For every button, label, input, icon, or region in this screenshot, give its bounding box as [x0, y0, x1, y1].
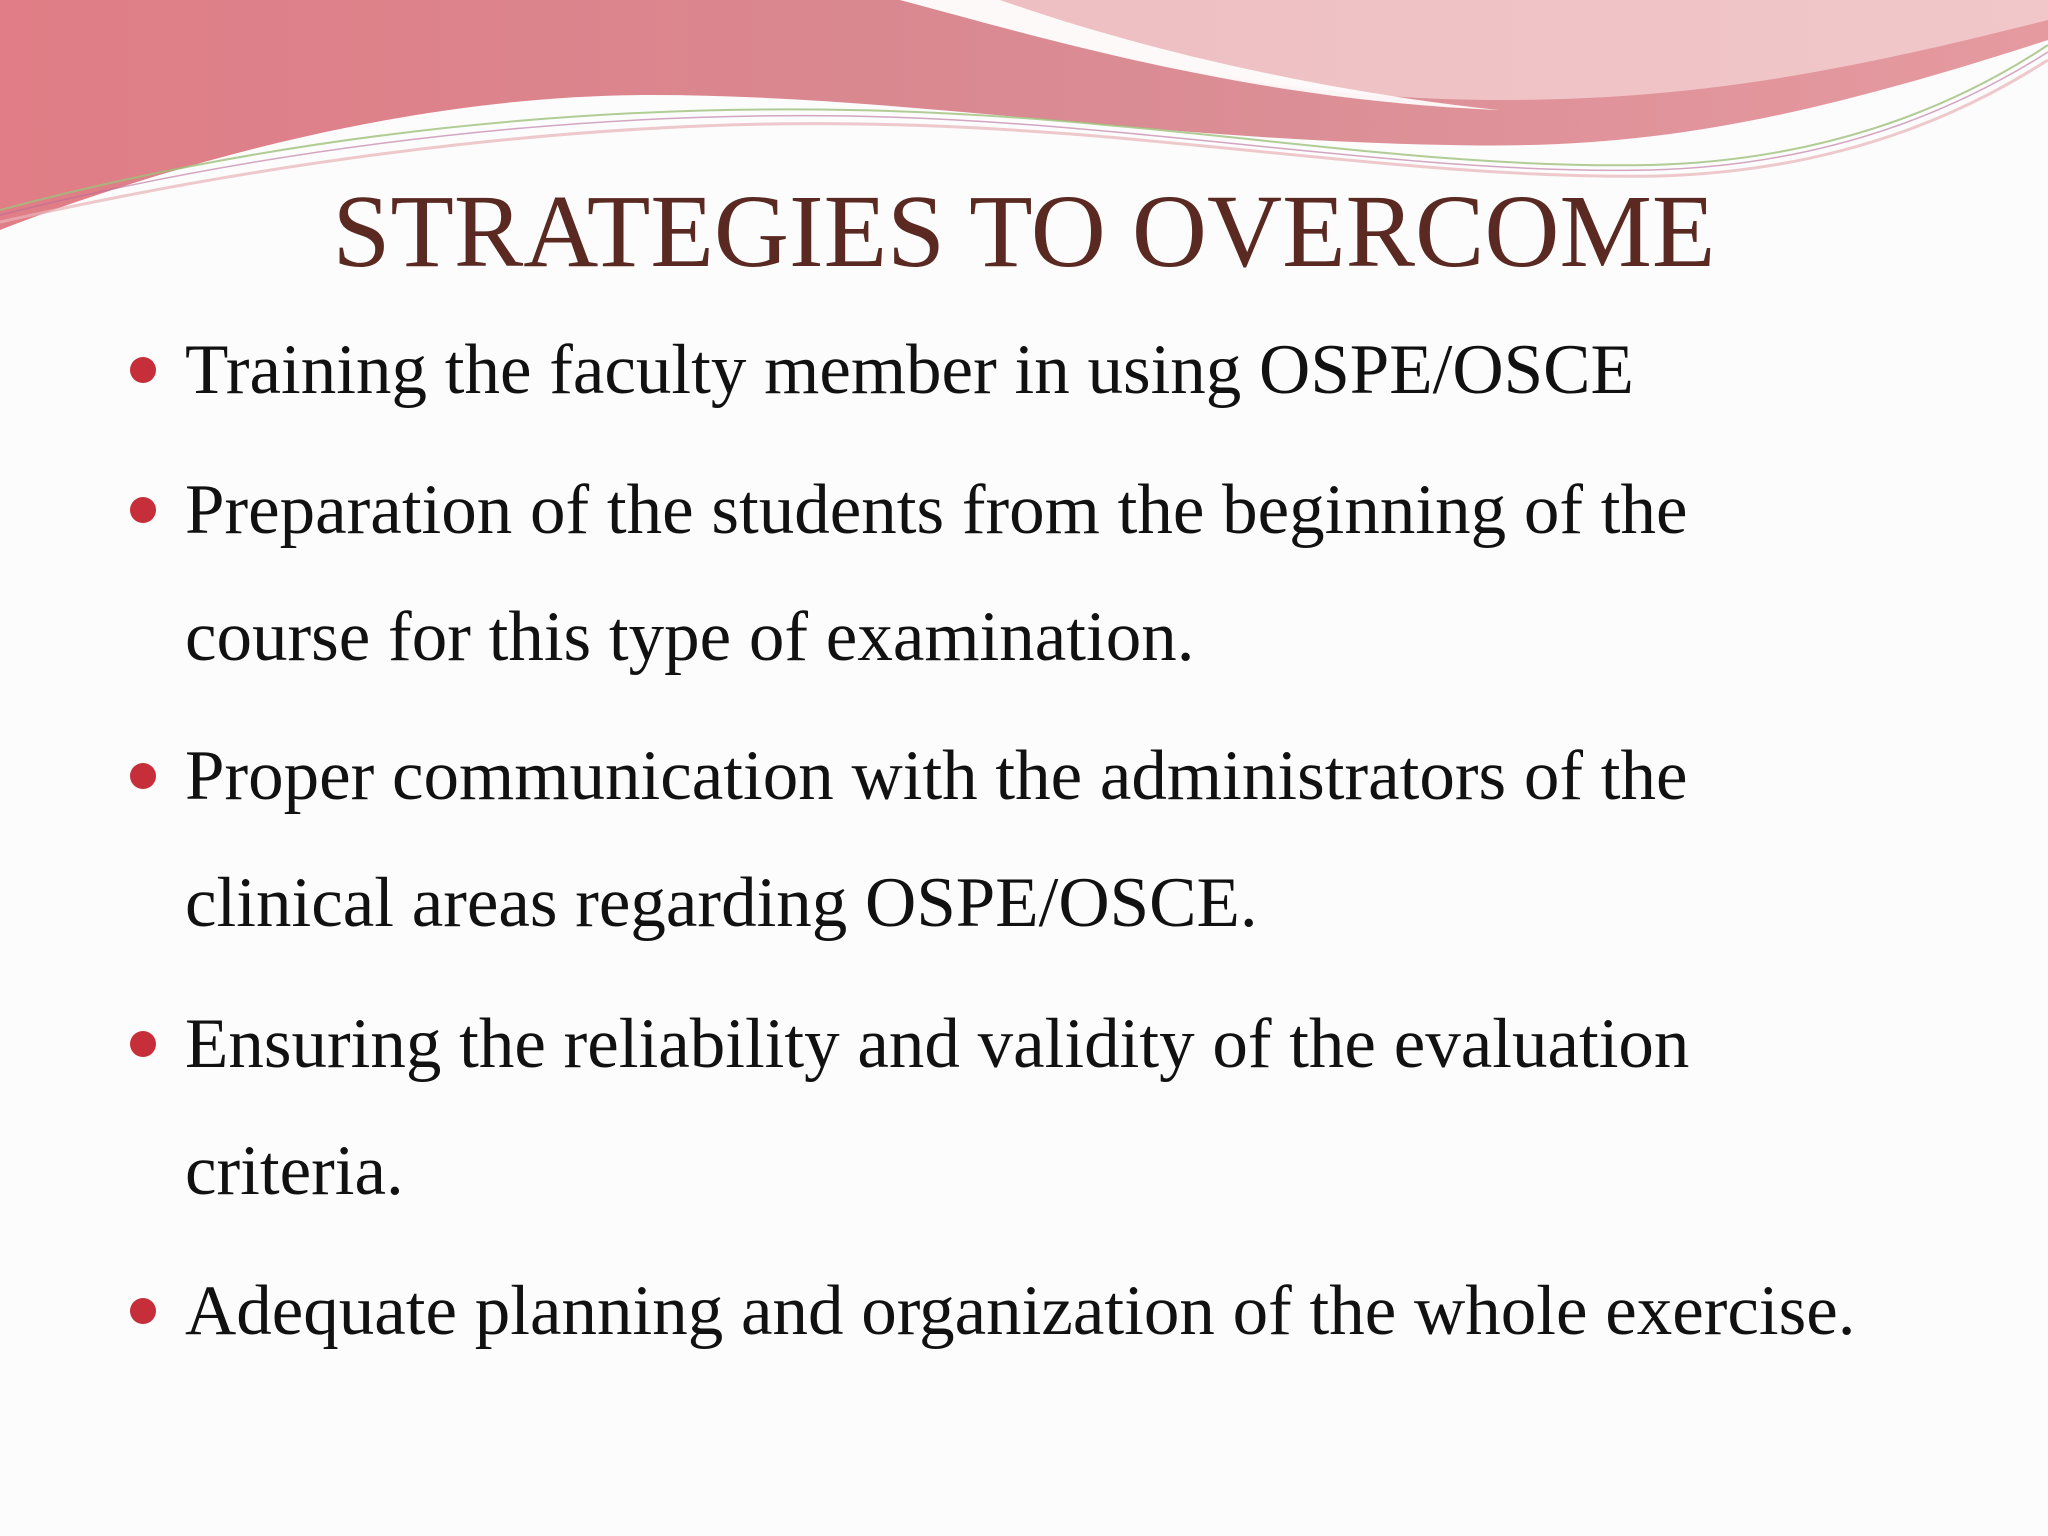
bullet-text-line: Proper communication with the administrators of the — [185, 737, 1688, 815]
bullet-text-line: Training the faculty member in using OSPE/OSCE — [185, 331, 1634, 409]
slide-title: STRATEGIES TO OVERCOME — [332, 174, 1716, 289]
bullet-text-line: Preparation of the students from the beginning of the — [185, 471, 1688, 549]
bullet-dot-icon — [130, 1298, 156, 1324]
bullet-text-line: Ensuring the reliability and validity of the evaluation — [185, 1005, 1690, 1083]
bullet-text-line: Adequate planning and organization of the whole exercise. — [185, 1272, 1856, 1350]
bullet-dot-icon — [130, 1031, 156, 1057]
bullet-dot-icon — [130, 497, 156, 523]
bullet-text-line: criteria. — [185, 1132, 404, 1210]
bullet-text-line: clinical areas regarding OSPE/OSCE. — [185, 864, 1258, 942]
bullet-text-line: course for this type of examination. — [185, 598, 1195, 676]
bullet-dot-icon — [130, 763, 156, 789]
bullet-dot-icon — [130, 357, 156, 383]
